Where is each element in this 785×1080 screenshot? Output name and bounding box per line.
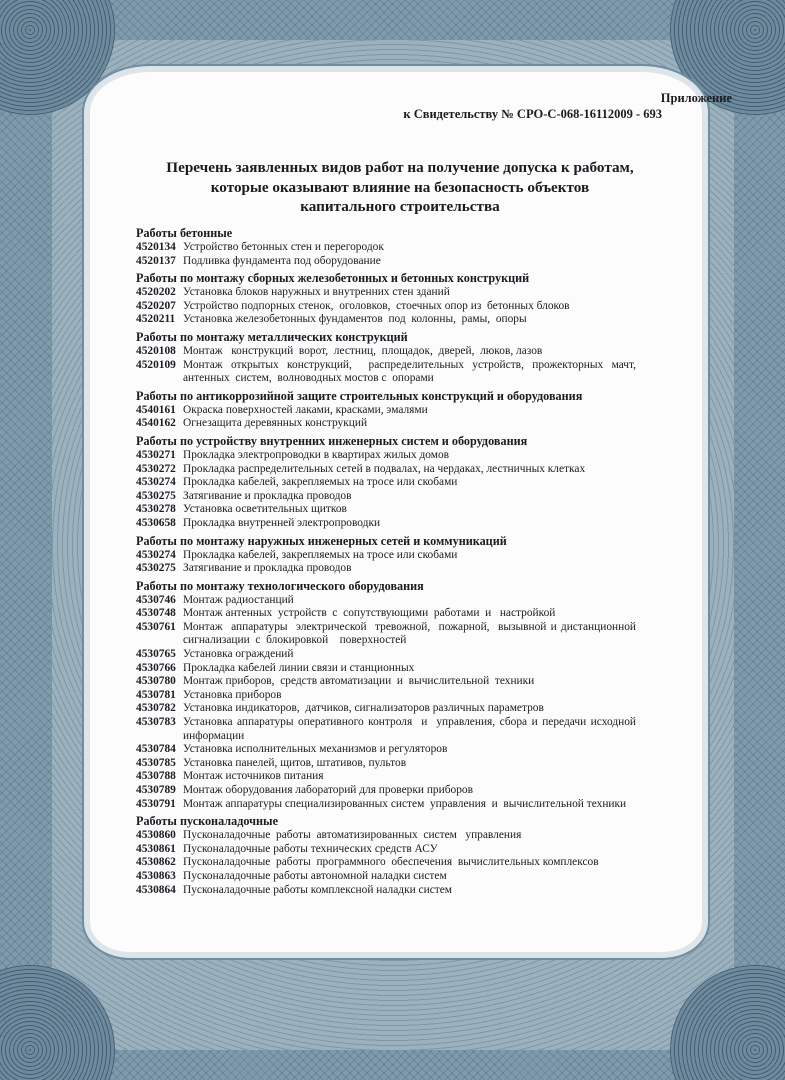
work-item (136, 286, 636, 300)
work-code: 4530274 (136, 548, 176, 561)
work-description: Монтаж радиостанций (183, 593, 294, 606)
work-code: 4530783 (136, 716, 176, 729)
work-section (136, 389, 636, 431)
work-description: Установка панелей, щитов, штативов, пультов (183, 756, 407, 769)
work-section (136, 226, 636, 268)
title-line-1: Перечень заявленных видов работ на получение допуска к работам, (166, 159, 634, 176)
work-code: 4530748 (136, 607, 176, 620)
section-title: Работы по антикоррозийной защите строительных конструкций и оборудования (136, 388, 583, 403)
work-item (136, 476, 636, 490)
work-code: 4520202 (136, 286, 176, 299)
work-section (136, 578, 642, 812)
work-item (136, 449, 636, 463)
appendix-label: Приложение (660, 91, 732, 105)
title-line-3: капитального строительства (300, 198, 500, 215)
work-code: 4530791 (136, 797, 176, 810)
work-item (136, 345, 636, 359)
work-item (136, 241, 636, 255)
section-title: Работы по монтажу металлических конструкций (136, 329, 408, 344)
work-code: 4530780 (136, 675, 176, 688)
work-description: Прокладка кабелей линии связи и станционных (183, 661, 415, 674)
work-item (136, 757, 636, 771)
work-description: Монтаж приборов, средств автоматизации и вычислительной техники (183, 675, 535, 688)
work-description: Монтаж аппаратуры электрической тревожной, пожарной, вызывной и дистанционной сигнализации с блокировкой поверхностей (183, 620, 642, 647)
work-description: Прокладка кабелей, закрепляемых на тросе или скобами (183, 476, 458, 489)
work-code: 4530860 (136, 829, 176, 842)
work-item (136, 716, 642, 743)
work-item (136, 856, 636, 870)
section-title: Работы бетонные (136, 226, 233, 240)
work-code: 4530788 (136, 770, 176, 783)
work-description: Установка осветительных щитков (183, 503, 347, 516)
work-item (136, 870, 636, 884)
work-section (136, 434, 636, 531)
work-item (136, 517, 636, 531)
work-description: Установка блоков наружных и внутренних стен зданий (183, 286, 450, 299)
work-item (136, 689, 636, 703)
work-description: Монтаж оборудования лабораторий для проверки приборов (183, 784, 473, 796)
work-section (136, 271, 636, 327)
work-description: Затягивание и прокладка проводов (183, 489, 352, 502)
work-code: 4530781 (136, 688, 176, 701)
work-item (136, 255, 636, 269)
work-description: Прокладка внутренней электропроводки (183, 516, 381, 529)
work-item (136, 884, 636, 898)
work-description: Монтаж открытых конструкций, распределительных устройств, прожекторных мачт, антенных систем, волноводных мостов с опорами (183, 358, 642, 385)
work-code: 4530274 (136, 476, 176, 489)
work-description: Пусконаладочные работы технических средств АСУ (183, 842, 438, 855)
work-item (136, 662, 636, 676)
work-description: Прокладка электропроводки в квартирах жилых домов (183, 448, 450, 461)
work-description: Устройство подпорных стенок, оголовков, стоечных опор из бетонных блоков (183, 299, 570, 312)
work-code: 4530275 (136, 562, 176, 575)
work-description: Огнезащита деревянных конструкций (183, 417, 368, 430)
work-description: Пусконаладочные работы программного обеспечения вычислительных комплексов (183, 856, 599, 869)
work-code: 4530761 (136, 620, 176, 633)
work-description: Затягивание и прокладка проводов (183, 562, 352, 575)
work-code: 4530862 (136, 856, 176, 869)
work-description: Подливка фундамента под оборудование (183, 254, 381, 267)
work-item (136, 784, 636, 798)
work-item (136, 843, 636, 857)
work-item (136, 562, 636, 576)
section-title: Работы по устройству внутренних инженерных систем и оборудования (136, 433, 528, 448)
work-description: Пусконаладочные работы автономной наладки систем (183, 869, 447, 882)
work-code: 4520134 (136, 241, 176, 253)
work-code: 4540161 (136, 403, 176, 416)
work-section (136, 814, 636, 897)
work-code: 4530275 (136, 489, 176, 502)
work-code: 4530272 (136, 462, 176, 475)
work-item (136, 648, 636, 662)
work-item (136, 770, 636, 784)
work-description: Монтаж конструкций ворот, лестниц, площадок, дверей, люков, лазов (183, 344, 543, 357)
work-section (136, 534, 636, 576)
work-description: Монтаж источников питания (183, 770, 324, 783)
work-description: Пусконаладочные работы автоматизированных систем управления (183, 829, 522, 842)
work-description: Установка приборов (183, 688, 282, 701)
work-description: Окраска поверхностей лаками, красками, эмалями (183, 403, 428, 416)
work-item (136, 675, 636, 689)
work-item (136, 743, 636, 757)
work-item (136, 549, 636, 563)
work-description: Монтаж аппаратуры специализированных систем управления и вычислительной техники (183, 797, 627, 810)
work-item (136, 607, 636, 621)
work-code: 4520211 (136, 313, 176, 326)
work-item (136, 313, 636, 327)
work-code: 4520109 (136, 358, 176, 371)
work-code: 4540162 (136, 417, 176, 430)
work-item (136, 702, 636, 716)
work-code: 4530864 (136, 883, 176, 896)
work-item (136, 829, 636, 843)
work-item (136, 798, 636, 812)
work-description: Установка исполнительных механизмов и регуляторов (183, 743, 448, 756)
work-description: Установка железобетонных фундаментов под колонны, рамы, опоры (183, 313, 527, 326)
section-title: Работы пусконаладочные (136, 814, 278, 829)
work-code: 4530861 (136, 842, 176, 855)
work-item (136, 594, 636, 608)
appendix-header (403, 90, 732, 122)
work-description: Пусконаладочные работы комплексной наладки систем (183, 883, 452, 896)
work-item (136, 503, 636, 517)
work-item (136, 300, 636, 314)
work-item (136, 417, 636, 431)
work-code: 4530784 (136, 743, 176, 756)
work-item (136, 358, 642, 386)
title-line-2: которые оказывают влияние на безопасность объектов (210, 178, 590, 196)
work-code: 4530789 (136, 784, 176, 796)
work-code: 4530782 (136, 702, 176, 715)
work-description: Установка индикаторов, датчиков, сигнализаторов различных параметров (183, 702, 544, 715)
section-title: Работы по монтажу наружных инженерных сетей и коммуникаций (136, 533, 507, 548)
work-types-list (136, 226, 642, 900)
work-code: 4520207 (136, 299, 176, 312)
work-item (136, 620, 642, 648)
work-item (136, 490, 636, 504)
work-code: 4530785 (136, 756, 176, 769)
work-item (136, 463, 636, 477)
work-description: Прокладка распределительных сетей в подвалах, на чердаках, лестничных клетках (183, 462, 586, 475)
work-description: Монтаж антенных устройств с сопутствующими работами и настройкой (183, 607, 556, 620)
work-code: 4530271 (136, 448, 176, 461)
work-description: Устройство бетонных стен и перегородок (183, 241, 384, 253)
work-code: 4530765 (136, 648, 176, 661)
work-description: Установка аппаратуры оперативного контроля и управления, сбора и передачи исходной информации (183, 716, 642, 742)
work-description: Прокладка кабелей, закрепляемых на тросе или скобами (183, 548, 458, 561)
work-code: 4530863 (136, 869, 176, 882)
work-code: 4530658 (136, 516, 176, 529)
work-code: 4530278 (136, 503, 176, 516)
work-code: 4530746 (136, 593, 176, 606)
work-section (136, 329, 642, 386)
certificate-reference: к Свидетельству № СРО-С-068-16112009 - 693 (403, 107, 662, 121)
work-description: Установка ограждений (183, 648, 294, 661)
work-code: 4520108 (136, 344, 176, 357)
work-item (136, 404, 636, 418)
section-title: Работы по монтажу технологического оборудования (136, 578, 424, 593)
work-code: 4530766 (136, 661, 176, 674)
document-title (150, 158, 650, 217)
work-code: 4520137 (136, 254, 176, 267)
section-title: Работы по монтажу сборных железобетонных и бетонных конструкций (136, 271, 530, 286)
